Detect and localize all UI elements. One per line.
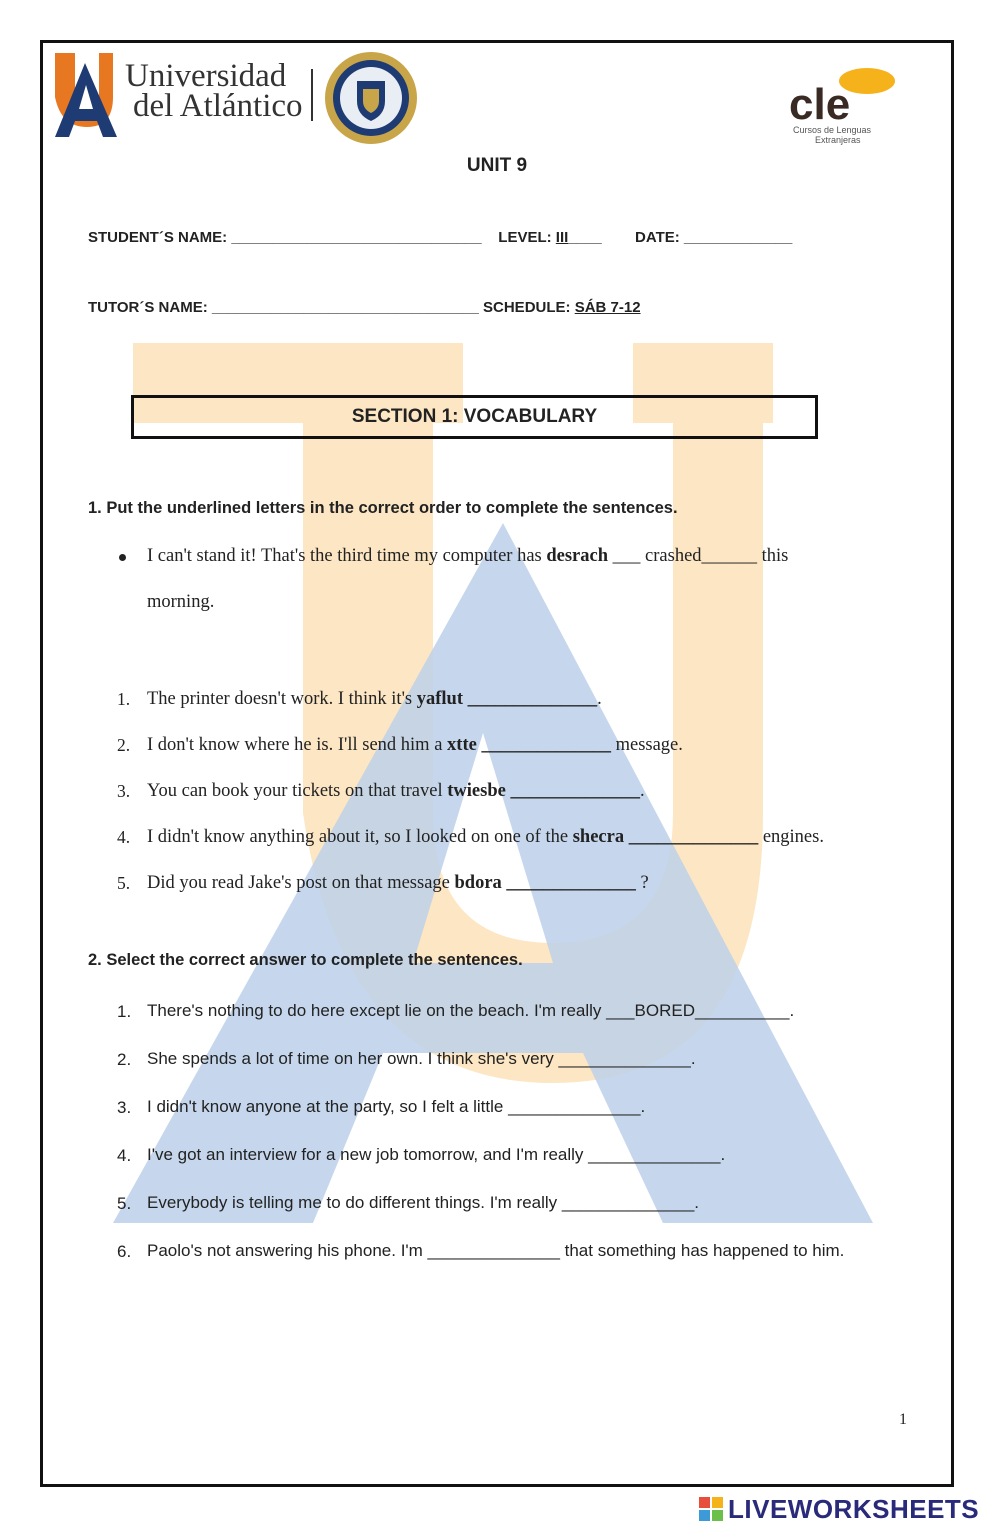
ex1-item-text: I didn't know anything about it, so I looked on one of the [147, 827, 573, 847]
example-line [147, 546, 788, 567]
logo-divider [311, 69, 313, 121]
ex1-scrambled-word: bdora [454, 873, 502, 893]
section-heading: SECTION 1: VOCABULARY [131, 395, 818, 439]
ex2-item-number: 5. [117, 1194, 132, 1213]
page-number: 1 [899, 1411, 907, 1428]
ex2-item[interactable]: I've got an interview for a new job tomorrow, and I'm really ______________. [147, 1145, 726, 1164]
ex2-item[interactable]: Everybody is telling me to do different things. I'm really ______________. [147, 1193, 699, 1212]
level-value: III [555, 229, 569, 246]
ex1-answer-blank[interactable]: ______________ [624, 827, 759, 847]
example-continuation: morning. [147, 592, 215, 612]
exercise1-instruction: 1. Put the underlined letters in the correct order to complete the sentences. [88, 499, 678, 517]
ex1-item [147, 827, 824, 848]
ex1-item-number: 2. [117, 735, 131, 755]
university-name [125, 58, 303, 124]
example-scrambled-word: desrach [546, 546, 609, 566]
tutor-info-row [88, 299, 641, 316]
ex2-item[interactable]: Paolo's not answering his phone. I'm ______________ that something has happened to him. [147, 1241, 845, 1260]
unit-title: UNIT 9 [466, 155, 528, 176]
ex2-item-number: 1. [117, 1002, 132, 1021]
ex2-item-number: 6. [117, 1242, 132, 1261]
university-name-line2: del Atlántico [133, 88, 303, 124]
accreditation-seal-icon [321, 49, 421, 147]
ex1-item-number: 3. [117, 781, 131, 801]
date-label: DATE: [635, 229, 684, 246]
ex1-item-text: The printer doesn't work. I think it's [147, 689, 417, 709]
ex1-item [147, 689, 602, 710]
ex2-item[interactable]: She spends a lot of time on her own. I think she's very ______________. [147, 1049, 696, 1068]
schedule-value: SÁB 7-12 [574, 299, 641, 316]
ex1-item-text-after: ? [635, 873, 649, 893]
cle-logo-text: cle [789, 80, 851, 129]
schedule-label: SCHEDULE: [483, 299, 575, 316]
liveworksheets-brand: LIVEWORKSHEETS [728, 1494, 980, 1524]
date-field[interactable]: _____________ [683, 229, 793, 246]
ex1-item-number: 4. [117, 827, 131, 847]
ex1-answer-blank[interactable]: ______________ [501, 873, 636, 893]
example-answer: ___ crashed______ this [608, 546, 789, 566]
ex1-scrambled-word: xtte [447, 735, 477, 755]
student-info-row [88, 229, 792, 246]
ex1-item-text-after: message. [610, 735, 683, 755]
tutor-name-label: TUTOR´S NAME: [88, 299, 212, 316]
worksheet-page [40, 40, 954, 1487]
liveworksheets-logo-icon [699, 1497, 723, 1521]
ex1-item-text-after: engines. [758, 827, 824, 847]
cle-logo-caption-1: Cursos de Lenguas [793, 125, 872, 135]
ex1-item-text-after: . [639, 781, 645, 801]
ex2-item[interactable]: I didn't know anyone at the party, so I felt a little ______________. [147, 1097, 646, 1116]
student-name-field[interactable]: ______________________________ [231, 229, 482, 246]
cle-logo-caption-2: Extranjeras [815, 135, 861, 145]
ex2-item-number: 2. [117, 1050, 132, 1069]
ex1-item [147, 735, 683, 756]
ex1-answer-blank[interactable]: ______________ [505, 781, 640, 801]
ex1-scrambled-word: shecra [572, 827, 625, 847]
ex1-item [147, 873, 649, 894]
example-text-before: I can't stand it! That's the third time my computer has [147, 546, 547, 566]
level-field: ____ [568, 229, 602, 246]
student-name-label: STUDENT´S NAME: [88, 229, 232, 246]
tutor-name-field[interactable]: ________________________________ [211, 299, 479, 316]
ex1-item-text: I don't know where he is. I'll send him a [147, 735, 448, 755]
ex1-scrambled-word: yaflut [416, 689, 463, 709]
university-logo-icon [51, 49, 121, 139]
exercise2-instruction: 2. Select the correct answer to complete the sentences. [88, 951, 523, 969]
ex1-item-text-after: . [597, 689, 602, 709]
level-label: LEVEL: [498, 229, 556, 246]
ex1-item-number: 1. [117, 689, 131, 709]
ex1-item-text: You can book your tickets on that travel [147, 781, 448, 801]
ex1-answer-blank[interactable]: ______________ [462, 689, 598, 709]
ex2-item-number: 3. [117, 1098, 132, 1117]
ex2-item[interactable]: There's nothing to do here except lie on the beach. I'm really ___BORED__________. [147, 1001, 795, 1020]
ex1-item-text: Did you read Jake's post on that message [147, 873, 455, 893]
university-name-line1: Universidad [125, 58, 287, 94]
ex1-answer-blank[interactable]: ______________ [476, 735, 611, 755]
ex1-scrambled-word: twiesbe [447, 781, 506, 801]
ex1-item [147, 781, 645, 802]
bullet-icon [119, 554, 126, 561]
ex1-item-number: 5. [117, 873, 131, 893]
cle-logo-icon [787, 65, 899, 147]
ex2-item-number: 4. [117, 1146, 132, 1165]
